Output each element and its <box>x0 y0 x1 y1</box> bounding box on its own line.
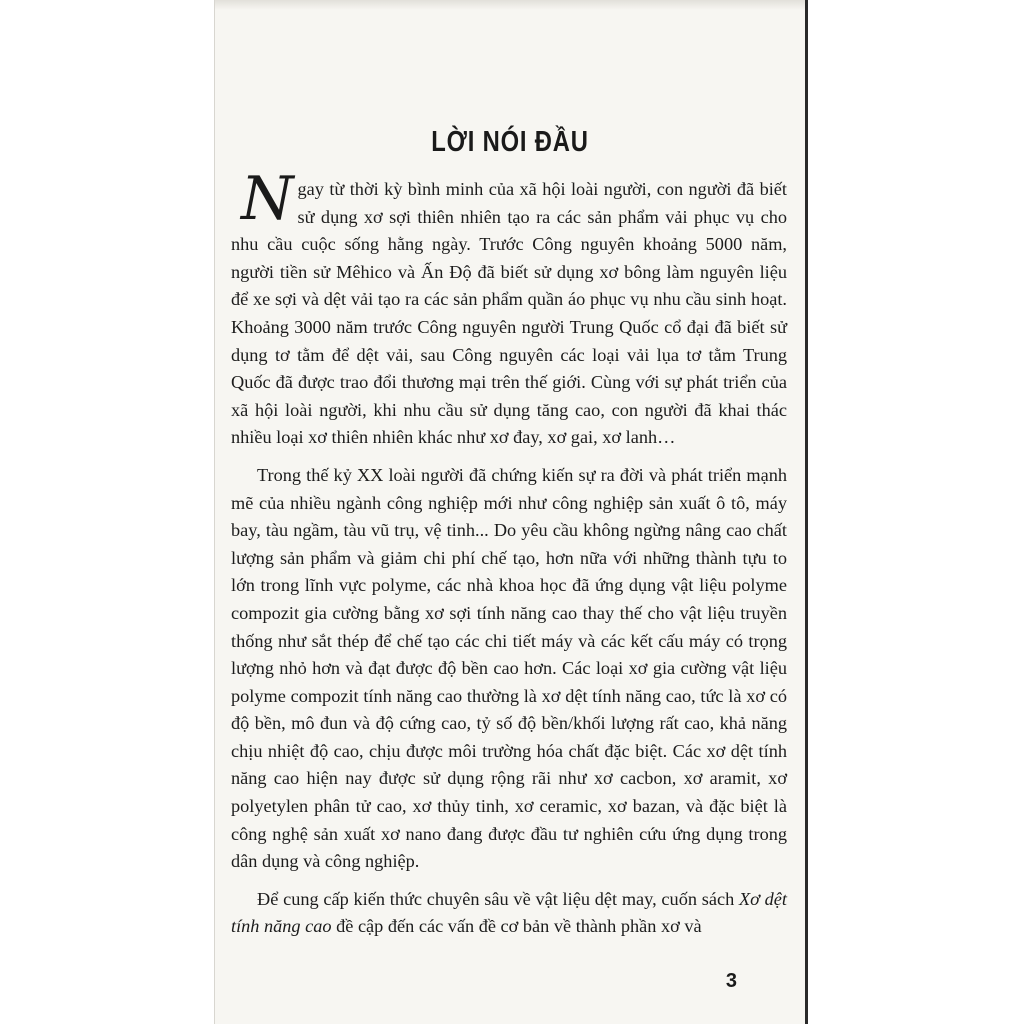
book-title-italic: Xơ dệt tính năng cao <box>231 888 788 937</box>
drop-cap: N <box>241 164 294 234</box>
paragraph-3 <box>231 886 787 941</box>
paragraph-1-text: gay từ thời kỳ bình minh của xã hội loài người, con người đã biết sử dụng xơ sợi thiên nhiên tạo ra các sản phẩm vải phục vụ cho nhu cầu cuộc sống hằng ngày. Trước Công nguyên khoảng 5000 năm, người tiền sử Mêhico và Ấn Độ đã biết sử dụng xơ bông làm nguyên liệu để xe sợi và dệt vải tạo ra các sản phẩm quần áo phục vụ nhu cầu sinh hoạt. Khoảng 3000 năm trước Công nguyên người Trung Quốc cổ đại đã biết sử dụng tơ tằm để dệt vải, sau Công nguyên các loại vải lụa tơ tằm Trung Quốc đã được trao đổi thương mại trên thế giới. Cùng với sự phát triển của xã hội loài người, khi nhu cầu sử dụng tăng cao, con người đã khai thác nhiều loại xơ thiên nhiên khác như xơ đay, xơ gai, xơ lanh… <box>231 179 787 448</box>
scan-left-margin <box>0 0 214 1024</box>
page-body <box>231 164 788 951</box>
paragraph-3-end: đề cập đến các vấn đề cơ bản về thành phần xơ và <box>331 916 702 937</box>
paragraph-1 <box>231 164 787 452</box>
page-top-edge <box>215 0 805 10</box>
page-title: LỜI NÓI ĐẦU <box>431 126 589 158</box>
paragraph-3-start: Để cung cấp kiến thức chuyên sâu về vật liệu dệt may, cuốn sách <box>257 888 739 909</box>
page-number: 3 <box>725 970 737 992</box>
book-page <box>214 0 808 1024</box>
paragraph-2: Trong thế kỷ XX loài người đã chứng kiến sự ra đời và phát triển mạnh mẽ của nhiều ngành công nghiệp mới như công nghiệp sản xuất ô tô, máy bay, tàu ngầm, tàu vũ trụ, vệ tinh... Do yêu cầu không ngừng nâng cao chất lượng sản phẩm và giảm chi phí chế tạo, hơn nữa với những thành tựu to lớn trong lĩnh vực polyme, các nhà khoa học đã ứng dụng vật liệu polyme compozit gia cường bằng xơ sợi tính năng cao thay thế cho vật liệu truyền thống như sắt thép để chế tạo các chi tiết máy và các kết cấu máy có trọng lượng nhỏ hơn và đạt được độ bền cao hơn. Các loại xơ gia cường vật liệu polyme compozit tính năng cao thường là xơ dệt tính năng cao, tức là xơ có độ bền, mô đun và độ cứng cao, tỷ số độ bền/khối lượng rất cao, khả năng chịu nhiệt độ cao, chịu được môi trường hóa chất đặc biệt. Các xơ dệt tính năng cao hiện nay được sử dụng rộng rãi như xơ cacbon, xơ aramit, xơ polyetylen phân tử cao, xơ thủy tinh, xơ ceramic, xơ bazan, và đặc biệt là công nghệ sản xuất xơ nano đang được đầu tư nghiên cứu ứng dụng trong dân dụng và công nghiệp. <box>231 464 787 872</box>
scan-right-margin <box>808 0 1024 1024</box>
